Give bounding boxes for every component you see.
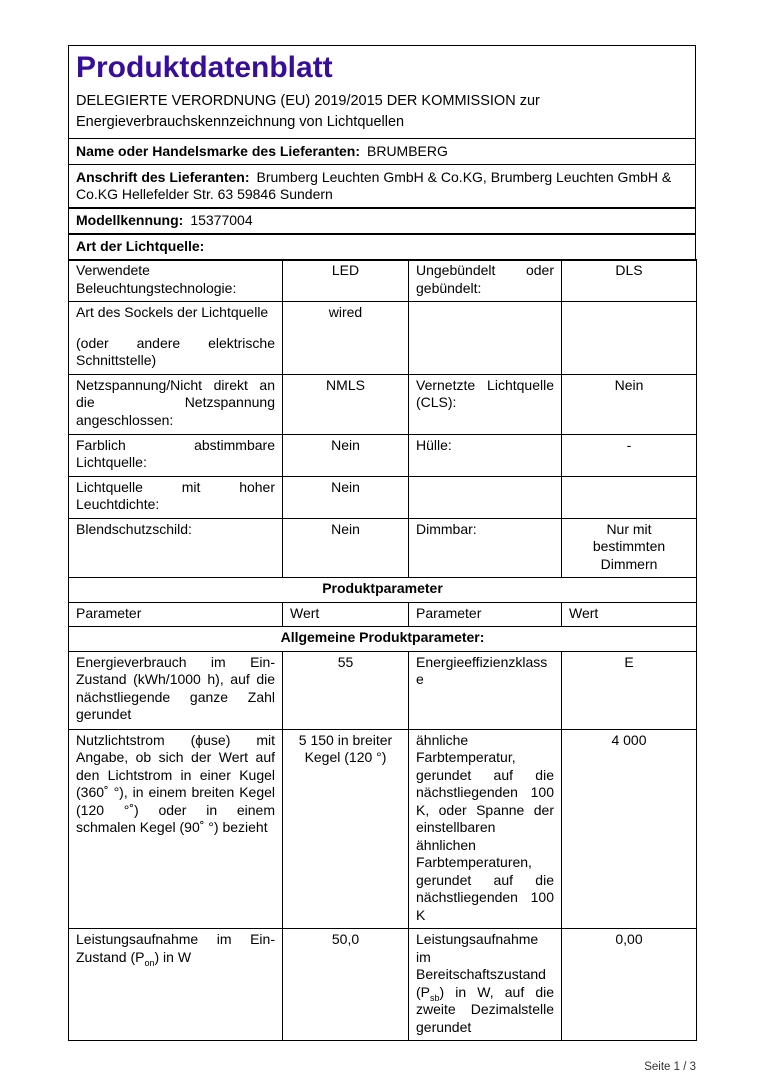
param-value-cell: Nein bbox=[283, 518, 409, 578]
param-label-cell: Dimmbar: bbox=[409, 518, 562, 578]
param-value-cell bbox=[562, 476, 697, 518]
model-id-label: Modellkennung: bbox=[76, 212, 184, 228]
supplier-name-row bbox=[68, 138, 696, 166]
table-row bbox=[69, 627, 697, 652]
text-fragment: (oder andere elektrische Schnittstelle) bbox=[76, 334, 275, 368]
regulation-subtitle: DELEGIERTE VERORDNUNG (EU) 2019/2015 DER KOMMISSION zur Energieverbrauchskennzeichnung von Lichtquellen bbox=[76, 93, 540, 130]
param-label-cell bbox=[69, 929, 283, 1041]
section-produktparameter: Produktparameter bbox=[69, 578, 697, 603]
param-label-cell bbox=[409, 929, 562, 1041]
datasheet bbox=[68, 45, 696, 1073]
param-value-cell: - bbox=[562, 434, 697, 476]
table-row bbox=[69, 602, 697, 627]
param-value-cell: Nein bbox=[283, 476, 409, 518]
param-value-cell: E bbox=[562, 651, 697, 729]
title-block bbox=[68, 45, 696, 139]
param-value-cell: 50,0 bbox=[283, 929, 409, 1041]
table-row bbox=[69, 651, 697, 729]
param-label-cell: Netzspannung/Nicht direkt an die Netzspannung angeschlossen: bbox=[69, 374, 283, 434]
table-row bbox=[69, 729, 697, 929]
table-row bbox=[69, 929, 697, 1041]
text-fragment: Art des Sockels der Lichtquelle bbox=[76, 304, 269, 320]
table-row bbox=[69, 476, 697, 518]
param-value-cell: 0,00 bbox=[562, 929, 697, 1041]
text-fragment: ) in W bbox=[154, 948, 192, 965]
param-value-cell: DLS bbox=[562, 260, 697, 302]
table-row bbox=[69, 518, 697, 578]
supplier-address-row bbox=[68, 164, 696, 209]
param-label-cell: Farblich abstimmbare Lichtquelle: bbox=[69, 434, 283, 476]
param-value-cell bbox=[562, 302, 697, 375]
table-row bbox=[69, 578, 697, 603]
param-label-cell: Nutzlichtstrom (ϕuse) mit Angabe, ob sich der Wert auf den Lichtstrom in einer Kugel (360˚ °), in einem breiten Kegel (120 °˚) oder in einem schmalen Kegel (90˚ °) bezieht bbox=[69, 729, 283, 929]
param-value-cell: Nein bbox=[562, 374, 697, 434]
supplier-address-value: Brumberg Leuchten GmbH & Co.KG, Brumberg Leuchten GmbH & Co.KG Hellefelder Str. 63 59846 Sundern bbox=[76, 168, 672, 202]
column-header: Parameter bbox=[69, 602, 283, 627]
param-label-cell: Ungebündelt oder gebündelt: bbox=[409, 260, 562, 302]
param-value-cell: 4 000 bbox=[562, 729, 697, 929]
param-label-cell: Blendschutzschild: bbox=[69, 518, 283, 578]
param-label-cell: Vernetzte Lichtquelle (CLS): bbox=[409, 374, 562, 434]
param-value-cell: 5 150 in breiter Kegel (120 °) bbox=[283, 729, 409, 929]
param-value-cell: LED bbox=[283, 260, 409, 302]
param-label-cell: Energieverbrauch im Ein-Zustand (kWh/1000 h), auf die nächstliegende ganze Zahl gerundet bbox=[69, 651, 283, 729]
param-value-cell: NMLS bbox=[283, 374, 409, 434]
page-number: Seite 1 / 3 bbox=[644, 1061, 696, 1073]
text-fragment: Leistungsaufnahme im Ein-Zustand (P bbox=[76, 931, 275, 965]
supplier-name-value: BRUMBERG bbox=[367, 142, 448, 159]
section-art-der-lichtquelle bbox=[68, 233, 696, 261]
text-fragment: Leistungsaufnahme im Bereitschaftszustand (P bbox=[416, 931, 546, 1000]
supplier-address-label: Anschrift des Lieferanten: bbox=[76, 168, 250, 185]
model-id-value: 15377004 bbox=[190, 212, 253, 228]
parameters-table bbox=[68, 259, 697, 1041]
param-label-cell bbox=[409, 302, 562, 375]
param-value-cell: wired bbox=[283, 302, 409, 375]
param-value-cell: 55 bbox=[283, 651, 409, 729]
column-header: Wert bbox=[562, 602, 697, 627]
subscript-sb: sb bbox=[430, 992, 440, 1003]
param-label-cell: ähnliche Farbtemperatur, gerundet auf die nächstliegenden 100 K, oder Spanne der einstellbaren ähnlichen Farbtemperaturen, gerundet auf die nächstliegenden 100 K bbox=[409, 729, 562, 929]
supplier-name-label: Name oder Handelsmarke des Lieferanten: bbox=[76, 142, 360, 159]
param-label-cell bbox=[69, 302, 283, 375]
table-row bbox=[69, 434, 697, 476]
param-label-cell: Hülle: bbox=[409, 434, 562, 476]
param-value-cell: Nein bbox=[283, 434, 409, 476]
param-value-cell: Nur mit bestimmten Dimmern bbox=[562, 518, 697, 578]
param-label-cell: Energieeffizienzklasse bbox=[409, 651, 562, 729]
param-label-cell bbox=[409, 476, 562, 518]
model-id-row bbox=[68, 207, 696, 235]
table-row bbox=[69, 374, 697, 434]
text-fragment: ) in W, auf die zweite Dezimalstelle gerundet bbox=[416, 983, 554, 1035]
param-label-cell: Verwendete Beleuchtungstechnologie: bbox=[69, 260, 283, 302]
table-row bbox=[69, 260, 697, 302]
section-allgemeine-produktparameter: Allgemeine Produktparameter: bbox=[69, 627, 697, 652]
subscript-on: on bbox=[144, 957, 155, 968]
table-row bbox=[69, 302, 697, 375]
section-art-label: Art der Lichtquelle: bbox=[76, 238, 205, 254]
param-label-cell: Lichtquelle mit hoher Leuchtdichte: bbox=[69, 476, 283, 518]
column-header: Parameter bbox=[409, 602, 562, 627]
column-header: Wert bbox=[283, 602, 409, 627]
page-title: Produktdatenblatt bbox=[76, 51, 333, 84]
